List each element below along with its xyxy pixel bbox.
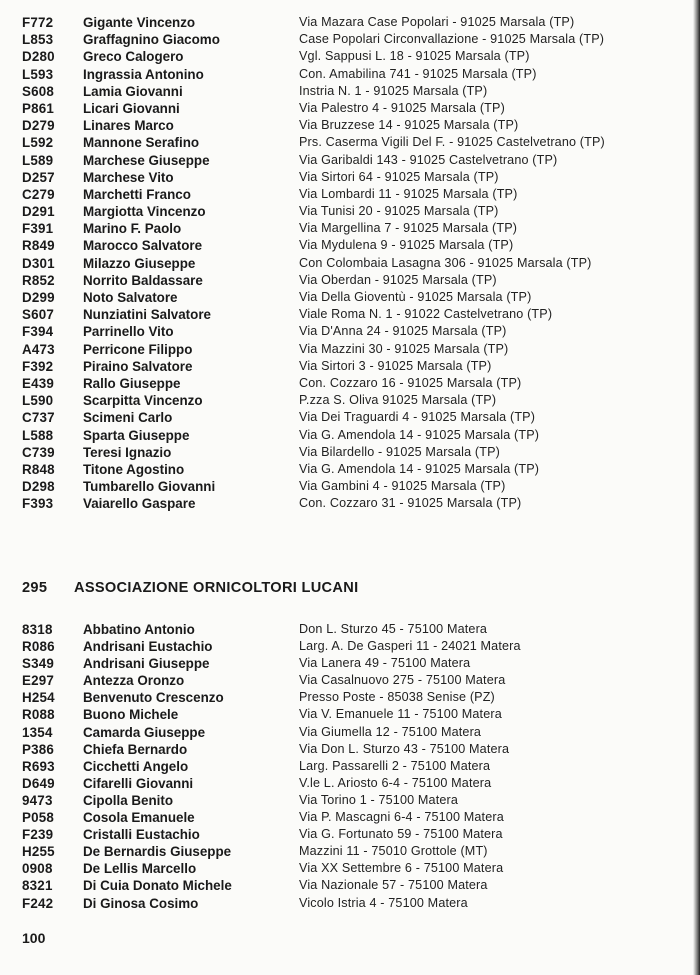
member-code: L589 — [22, 152, 54, 168]
member-name: Milazzo Giuseppe — [83, 255, 196, 271]
member-address: Con. Amabilina 741 - 91025 Marsala (TP) — [299, 66, 537, 81]
member-code: F392 — [22, 358, 54, 374]
member-address: Via XX Settembre 6 - 75100 Matera — [299, 861, 504, 876]
member-list-lucani — [22, 621, 682, 912]
member-address: Viale Roma N. 1 - 91022 Castelvetrano (TP) — [299, 307, 553, 322]
member-address: Via Sirtori 3 - 91025 Marsala (TP) — [299, 358, 492, 373]
member-code: A473 — [22, 341, 55, 357]
list-item — [22, 689, 682, 706]
member-address: Case Popolari Circonvallazione - 91025 Marsala (TP) — [299, 32, 605, 47]
member-name: Parrinello Vito — [83, 324, 174, 340]
member-name: De Lellis Marcello — [83, 861, 197, 877]
member-code: S607 — [22, 307, 55, 323]
page-number: 100 — [22, 930, 46, 946]
member-address: Via Gambini 4 - 91025 Marsala (TP) — [299, 479, 506, 494]
member-name: Andrisani Eustachio — [83, 639, 213, 655]
member-name: Marchese Vito — [83, 169, 174, 185]
member-name: Tumbarello Giovanni — [83, 479, 216, 495]
member-code: D280 — [22, 49, 55, 65]
member-address: Via V. Emanuele 11 - 75100 Matera — [299, 707, 502, 722]
member-name: Licari Giovanni — [83, 100, 180, 116]
member-address: Larg. Passarelli 2 - 75100 Matera — [299, 758, 491, 773]
member-code: H254 — [22, 690, 55, 706]
member-address: Via Lombardi 11 - 91025 Marsala (TP) — [299, 186, 518, 201]
member-code: R852 — [22, 272, 55, 288]
member-name: Marino F. Paolo — [83, 221, 182, 237]
member-address: P.zza S. Oliva 91025 Marsala (TP) — [299, 393, 497, 408]
member-address: Via Palestro 4 - 91025 Marsala (TP) — [299, 100, 505, 115]
member-address: Via Tunisi 20 - 91025 Marsala (TP) — [299, 204, 499, 219]
member-address: Via Torino 1 - 75100 Matera — [299, 792, 459, 807]
member-address: Presso Poste - 85038 Senise (PZ) — [299, 690, 495, 705]
member-name: Nunziatini Salvatore — [83, 307, 211, 323]
member-code: F393 — [22, 496, 54, 512]
list-item — [22, 100, 682, 117]
member-list-sicily — [22, 14, 682, 512]
member-address: Via Dei Traguardi 4 - 91025 Marsala (TP) — [299, 410, 536, 425]
member-name: Di Ginosa Cosimo — [83, 895, 199, 911]
list-item — [22, 895, 682, 912]
member-name: Chiefa Bernardo — [83, 741, 188, 757]
member-code: F772 — [22, 15, 54, 30]
section-number: 295 — [22, 580, 48, 596]
list-item — [22, 83, 682, 100]
member-name: Marchetti Franco — [83, 186, 191, 202]
member-address: Via Margellina 7 - 91025 Marsala (TP) — [299, 221, 518, 236]
list-item — [22, 672, 682, 689]
member-address: Via Nazionale 57 - 75100 Matera — [299, 878, 488, 893]
member-address: Vgl. Sappusi L. 18 - 91025 Marsala (TP) — [299, 49, 530, 64]
member-code: P058 — [22, 810, 55, 826]
list-item — [22, 306, 682, 323]
member-code: D301 — [22, 255, 55, 271]
member-address: Via Mazara Case Popolari - 91025 Marsala (TP) — [299, 15, 575, 29]
list-item — [22, 478, 682, 495]
member-address: Mazzini 11 - 75010 Grottole (MT) — [299, 844, 488, 859]
member-code: E297 — [22, 673, 55, 689]
list-item — [22, 375, 682, 392]
member-name: Cifarelli Giovanni — [83, 775, 194, 791]
member-name: Sparta Giuseppe — [83, 427, 190, 443]
member-code: D257 — [22, 169, 55, 185]
member-code: R088 — [22, 707, 55, 723]
page-edge-shadow — [693, 0, 700, 975]
member-name: Cicchetti Angelo — [83, 758, 189, 774]
member-code: 8318 — [22, 622, 53, 637]
member-code: D298 — [22, 479, 55, 495]
list-item — [22, 31, 682, 48]
member-code: L590 — [22, 393, 54, 409]
list-item — [22, 255, 682, 272]
list-item — [22, 826, 682, 843]
list-item — [22, 203, 682, 220]
member-code: C737 — [22, 410, 55, 426]
member-code: S608 — [22, 83, 55, 99]
member-address: Larg. A. De Gasperi 11 - 24021 Matera — [299, 639, 521, 654]
list-item — [22, 152, 682, 169]
member-code: H255 — [22, 844, 55, 860]
member-address: Via Don L. Sturzo 43 - 75100 Matera — [299, 741, 510, 756]
member-name: Rallo Giuseppe — [83, 375, 181, 391]
member-name: Lamia Giovanni — [83, 83, 183, 99]
member-address: Via Garibaldi 143 - 91025 Castelvetrano (TP) — [299, 152, 558, 167]
member-code: F242 — [22, 895, 54, 911]
member-code: D299 — [22, 290, 55, 305]
member-name: Linares Marco — [83, 118, 174, 134]
member-address: Prs. Caserma Vigili Del F. - 91025 Castelvetrano (TP) — [299, 135, 605, 150]
member-address: Vicolo Istria 4 - 75100 Matera — [299, 895, 468, 910]
list-item — [22, 169, 682, 186]
member-code: L592 — [22, 135, 54, 151]
list-item — [22, 495, 682, 512]
member-name: Graffagnino Giacomo — [83, 32, 220, 48]
member-code: C279 — [22, 186, 55, 202]
member-code: D649 — [22, 775, 55, 791]
member-code: R848 — [22, 461, 55, 477]
member-code: D291 — [22, 204, 55, 220]
member-name: Titone Agostino — [83, 461, 185, 477]
member-name: Antezza Oronzo — [83, 673, 185, 689]
list-item — [22, 792, 682, 809]
list-item — [22, 461, 682, 478]
member-code: 0908 — [22, 861, 53, 877]
list-item — [22, 877, 682, 894]
member-name: Norrito Baldassare — [83, 272, 203, 288]
list-item — [22, 134, 682, 151]
member-address: Via Della Gioventù - 91025 Marsala (TP) — [299, 290, 532, 304]
member-code: S349 — [22, 656, 55, 672]
member-address: Con Colombaia Lasagna 306 - 91025 Marsala (TP) — [299, 255, 592, 270]
member-code: R849 — [22, 238, 55, 254]
list-item — [22, 444, 682, 461]
member-address: V.le L. Ariosto 6-4 - 75100 Matera — [299, 775, 492, 790]
member-name: Ingrassia Antonino — [83, 66, 204, 82]
member-address: Via G. Amendola 14 - 91025 Marsala (TP) — [299, 427, 540, 442]
list-item — [22, 66, 682, 83]
member-name: Margiotta Vincenzo — [83, 204, 206, 220]
member-address: Via Sirtori 64 - 91025 Marsala (TP) — [299, 169, 499, 184]
member-code: 1354 — [22, 724, 53, 740]
member-address: Via Oberdan - 91025 Marsala (TP) — [299, 272, 497, 287]
member-name: Mannone Serafino — [83, 135, 200, 151]
member-name: Perricone Filippo — [83, 341, 193, 357]
member-address: Via Mazzini 30 - 91025 Marsala (TP) — [299, 341, 509, 356]
member-name: Cosola Emanuele — [83, 810, 195, 826]
section-title: ASSOCIAZIONE ORNICOLTORI LUCANI — [74, 580, 359, 596]
member-name: Scarpitta Vincenzo — [83, 393, 203, 409]
list-item — [22, 860, 682, 877]
member-code: P861 — [22, 100, 55, 116]
member-name: Scimeni Carlo — [83, 410, 173, 426]
member-name: Camarda Giuseppe — [83, 724, 206, 740]
member-address: Via Lanera 49 - 75100 Matera — [299, 656, 471, 671]
member-name: De Bernardis Giuseppe — [83, 844, 232, 860]
member-code: L588 — [22, 427, 54, 443]
member-address: Con. Cozzaro 16 - 91025 Marsala (TP) — [299, 375, 522, 390]
list-item — [22, 358, 682, 375]
member-code: R693 — [22, 758, 55, 774]
member-code: 9473 — [22, 792, 53, 808]
list-item — [22, 409, 682, 426]
list-item — [22, 48, 682, 65]
member-address: Via P. Mascagni 6-4 - 75100 Matera — [299, 810, 504, 825]
member-name: Teresi Ignazio — [83, 444, 172, 460]
member-name: Piraino Salvatore — [83, 358, 193, 374]
list-item — [22, 220, 682, 237]
list-item — [22, 323, 682, 340]
member-name: Noto Salvatore — [83, 290, 178, 305]
member-name: Greco Calogero — [83, 49, 184, 65]
member-code: E439 — [22, 375, 55, 391]
member-name: Di Cuia Donato Michele — [83, 878, 232, 894]
list-item — [22, 289, 682, 306]
member-address: Via Mydulena 9 - 91025 Marsala (TP) — [299, 238, 514, 253]
member-name: Marocco Salvatore — [83, 238, 203, 254]
list-item — [22, 638, 682, 655]
member-address: Don L. Sturzo 45 - 75100 Matera — [299, 622, 488, 636]
member-code: D279 — [22, 118, 55, 134]
member-address: Con. Cozzaro 31 - 91025 Marsala (TP) — [299, 496, 522, 511]
list-item — [22, 272, 682, 289]
member-name: Gigante Vincenzo — [83, 15, 196, 30]
member-address: Via Giumella 12 - 75100 Matera — [299, 724, 482, 739]
list-item — [22, 809, 682, 826]
member-address: Via G. Amendola 14 - 91025 Marsala (TP) — [299, 461, 540, 476]
member-address: Via Bruzzese 14 - 91025 Marsala (TP) — [299, 118, 519, 133]
list-item — [22, 724, 682, 741]
member-name: Benvenuto Crescenzo — [83, 690, 224, 706]
member-code: P386 — [22, 741, 55, 757]
list-item — [22, 237, 682, 254]
member-name: Abbatino Antonio — [83, 622, 195, 637]
member-code: C739 — [22, 444, 55, 460]
list-item — [22, 775, 682, 792]
member-code: L853 — [22, 32, 54, 48]
member-code: F394 — [22, 324, 54, 340]
list-item — [22, 14, 682, 31]
member-address: Via Casalnuovo 275 - 75100 Matera — [299, 673, 506, 688]
section-heading — [22, 580, 358, 596]
list-item — [22, 758, 682, 775]
member-name: Marchese Giuseppe — [83, 152, 210, 168]
member-name: Andrisani Giuseppe — [83, 656, 210, 672]
list-item — [22, 706, 682, 723]
list-item — [22, 621, 682, 638]
list-item — [22, 392, 682, 409]
member-address: Via Bilardello - 91025 Marsala (TP) — [299, 444, 501, 459]
member-name: Vaiarello Gaspare — [83, 496, 196, 512]
list-item — [22, 341, 682, 358]
list-item — [22, 427, 682, 444]
member-address: Via D'Anna 24 - 91025 Marsala (TP) — [299, 324, 507, 339]
member-name: Cristalli Eustachio — [83, 827, 200, 843]
list-item — [22, 655, 682, 672]
member-code: R086 — [22, 639, 55, 655]
list-item — [22, 741, 682, 758]
member-address: Via G. Fortunato 59 - 75100 Matera — [299, 827, 503, 842]
member-code: 8321 — [22, 878, 53, 894]
member-code: F239 — [22, 827, 54, 843]
list-item — [22, 117, 682, 134]
list-item — [22, 843, 682, 860]
member-code: L593 — [22, 66, 54, 82]
member-code: F391 — [22, 221, 54, 237]
member-name: Cipolla Benito — [83, 792, 174, 808]
list-item — [22, 186, 682, 203]
member-address: Instria N. 1 - 91025 Marsala (TP) — [299, 83, 488, 98]
member-name: Buono Michele — [83, 707, 179, 723]
